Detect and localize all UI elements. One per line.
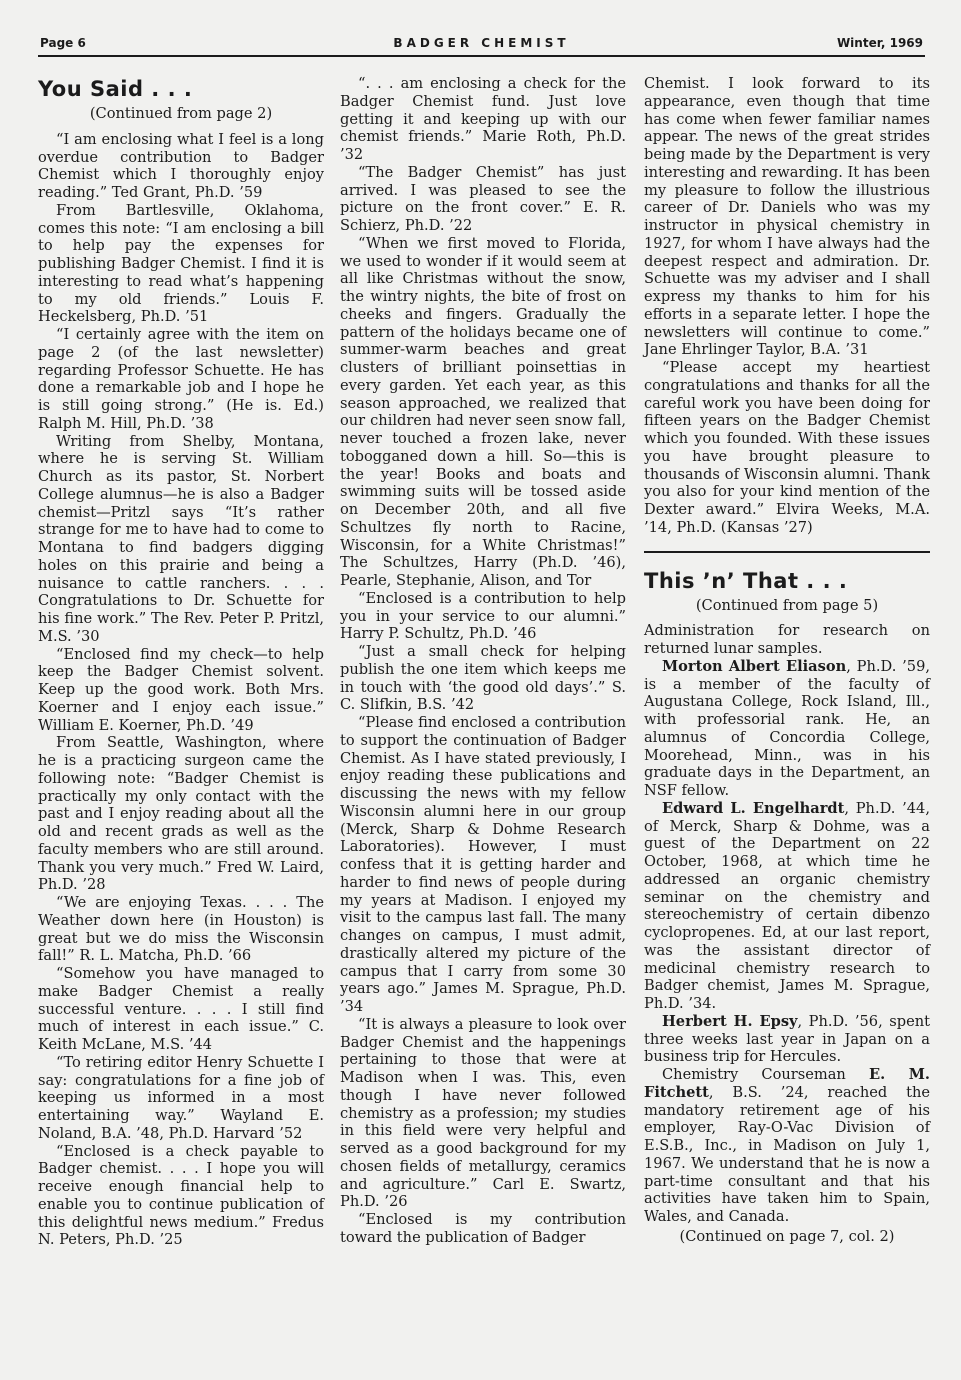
issue-date: Winter, 1969 (836, 36, 923, 50)
letter-paragraph: “I am enclosing what I feel is a long overdue contribution to Badger Chemist which I thoroughly enjoy reading.” Ted Grant, Ph.D. ’59 (38, 130, 324, 201)
letter-paragraph: “Enclosed is a contribution to help you in your service to our alumni.” Harry P. Schultz, Ph.D. ’46 (340, 589, 626, 643)
continued-on-note: (Continued on page 7, col. 2) (679, 1227, 895, 1245)
news-item (644, 1066, 930, 1226)
letter-paragraph: “It is always a pleasure to look over Badger Chemist and the happenings pertaining to those that were at Madison when I was. This, even though I have never followed chemistry as a profession; my studies in this field were very helpful and served as a good background for my chosen fields of metallurgy, ceramics and agriculture.” Carl E. Swartz, Ph.D. ’26 (340, 1015, 626, 1211)
news-item (644, 1013, 930, 1066)
letter-paragraph: “. . . am enclosing a check for the Badger Chemist fund. Just love getting it and keeping up with our chemist friends.” Marie Roth, Ph.D. ’32 (340, 75, 626, 163)
letter-paragraph: Writing from Shelby, Montana, where he is serving St. William Church as its pastor, St. Norbert College alumnus—he is also a Badger chemist—Pritzl says “It’s rather strange for me to have had to come to Montana to find badgers digging holes on this prairie and being a nuisance to cattle ranchers. . . . Congratulations to Dr. Schuette for his fine work.” The Rev. Peter P. Pritzl, M.S. ’30 (38, 432, 324, 645)
letter-paragraph: Chemist. I look forward to its appearance, even though that time has come when fewer familiar names appear. The news of the great strides being made by the Department is very interesting and rewarding. It has been my pleasure to follow the illustrious career of Dr. Daniels who was my instructor in physical chemistry in 1927, for whom I have always had the deepest respect and admiration. Dr. Schuette was my adviser and I shall express my thanks to him for his efforts in a separate letter. I hope the newsletters will continue to come.” Jane Ehrlinger Taylor, B.A. ’31 (644, 75, 930, 359)
letter-paragraph: “We are enjoying Texas. . . . The Weather down here (in Houston) is great but we do miss the Wisconsin fall!” R. L. Matcha, Ph.D. ’66 (38, 894, 324, 965)
letter-paragraph: “To retiring editor Henry Schuette I say: congratulations for a fine job of keeping us informed in a most entertaining way.” Wayland E. Noland, B.A. ’48, Ph.D. Harvard ’52 (38, 1053, 324, 1142)
letter-paragraph: From Bartlesville, Oklahoma, comes this note: “I am enclosing a bill to help pay the expenses for publishing Badger Chemist. I find it is interesting to read what’s happening to my old friends.” Louis F. Heckelsberg, Ph.D. ’51 (38, 201, 324, 326)
letter-paragraph: “The Badger Chemist” has just arrived. I was pleased to see the picture on the front cover.” E. R. Schierz, Ph.D. ’22 (340, 163, 626, 234)
letter-paragraph: “When we first moved to Florida, we used to wonder if it would seem at all like Christmas without the snow, the wintry nights, the bite of frost on cheeks and fingers. Gradually the pattern of the holidays became one of summer-warm beaches and great clusters of brilliant poinsettias in every garden. Yet each year, as this season approached, we realized that our children had never seen snow fall, never touched a frozen lake, never tobogganed down a hill. So—this is the year! Books and boats and swimming suits will be tossed aside on December 20th, and all five Schultzes fly north to Racine, Wisconsin, for a White Christmas!” The Schultzes, Harry (Ph.D. ’46), Pearle, Stephanie, Alison, and Tor (340, 234, 626, 589)
this-n-that-continued-note: (Continued from page 5) (695, 596, 879, 614)
letter-paragraph: “Enclosed find my check—to help keep the Badger Chemist solvent. Keep up the good work. Both Mrs. Koerner and I enjoy each issue.” William E. Koerner, Ph.D. ’49 (38, 645, 324, 734)
news-item-name: Morton Albert Eliason (662, 657, 847, 675)
letter-paragraph: “Please find enclosed a contribution to support the continuation of Badger Chemist. As I have stated previously, I enjoy reading these publications and discussing the news with my fellow Wisconsin alumni here in our group (Merck, Sharp & Dohme Research Laboratories). However, I must confess that it is getting harder and harder to find news of people during my years at Madison. I enjoyed my visit to the campus last fall. The many changes on campus, I must admit, drastically altered my picture of the campus that I carry from some 30 years ago.” James M. Sprague, Ph.D. ’34 (340, 714, 626, 1015)
letter-paragraph: “Please accept my heartiest congratulations and thanks for all the careful work you have been doing for fifteen years on the Badger Chemist which you founded. With these issues you have brought pleasure to thousands of Wisconsin alumni. Thank you also for your kind mention of the Dexter award.” Elvira Weeks, M.A. ’14, Ph.D. (Kansas ’27) (644, 359, 930, 536)
news-item-text: , Ph.D. ’59, is a member of the faculty of Augustana College, Rock Island, Ill., with professorial rank. He, an alumnus of Concordia College, Moorehead, Minn., was in his graduate days in the Department, an NSF fellow. (644, 657, 930, 799)
you-said-continued-note: (Continued from page 2) (89, 105, 273, 122)
this-n-that-heading: This ’n’ That . . . (644, 568, 848, 593)
letter-paragraph: “Somehow you have managed to make Badger Chemist a really successful venture. . . . I still find much of interest in each issue.” C. Keith McLane, M.S. ’44 (38, 965, 324, 1053)
section-divider (644, 551, 930, 553)
news-item (644, 800, 930, 1013)
news-item-text: , Ph.D. ’56, spent three weeks last year in Japan on a business trip for Hercules. (644, 1012, 930, 1066)
column-2 (340, 75, 626, 1247)
news-item-name: Edward L. Engelhardt (662, 799, 845, 817)
letter-paragraph: “Enclosed is my contribution toward the publication of Badger (340, 1211, 626, 1246)
letter-paragraph: From Seattle, Washington, where he is a practicing surgeon came the following note: “Badger Chemist is practically my only contact with the past and I enjoy reading about all the old and recent grads as well as the faculty members who are still around. Thank you very much.” Fred W. Laird, Ph.D. ’28 (38, 734, 324, 894)
news-item-name: E. M. Fitchett (644, 1066, 930, 1101)
letter-paragraph: “I certainly agree with the item on page 2 (of the last newsletter) regarding Professor Schuette. He has done a remarkable job and I hope he is still going strong.” (He is. Ed.) Ralph M. Hill, Ph.D. ’38 (38, 326, 324, 432)
news-item-prefix: Chemistry Courseman (662, 1066, 869, 1083)
news-item-text: , Ph.D. ’44, of Merck, Sharp & Dohme, was a guest of the Department on 22 October, 1968, at which time he addressed an organic chemistry seminar on the chemistry and stereochemistry of certain dibenzo cyclopropenes. Ed, at our last report, was the assistant director of medicinal chemistry research to Badger chemist, James M. Sprague, Ph.D. ’34. (644, 799, 930, 1012)
column-1 (38, 75, 324, 1249)
news-item-name: Herbert H. Epsy (662, 1012, 798, 1030)
letter-paragraph: “Enclosed is a check payable to Badger chemist. . . . I hope you will receive enough financial help to enable you to continue publication of this delightful news medium.” Fredus N. Peters, Ph.D. ’25 (38, 1142, 324, 1249)
you-said-heading: You Said . . . (38, 77, 193, 101)
news-item-text: , B.S. ’24, reached the mandatory retirement age of his employer, Ray-O-Vac Division of E.S.B., Inc., in Madison on July 1, 1967. We understand that he is now a part-time consultant and that his activities have taken him to Spain, Wales, and Canada. (644, 1083, 930, 1225)
letter-paragraph: “Just a small check for helping publish the one item which keeps me in touch with ‘the good old days’.” S. C. Slifkin, B.S. ’42 (340, 643, 626, 714)
page-number: Page 6 (40, 36, 86, 50)
column-3 (644, 75, 930, 1246)
page-header (38, 31, 925, 57)
publication-title: BADGER CHEMIST (393, 36, 570, 50)
news-paragraph: Administration for research on returned lunar samples. (644, 622, 930, 657)
news-item (644, 658, 930, 800)
